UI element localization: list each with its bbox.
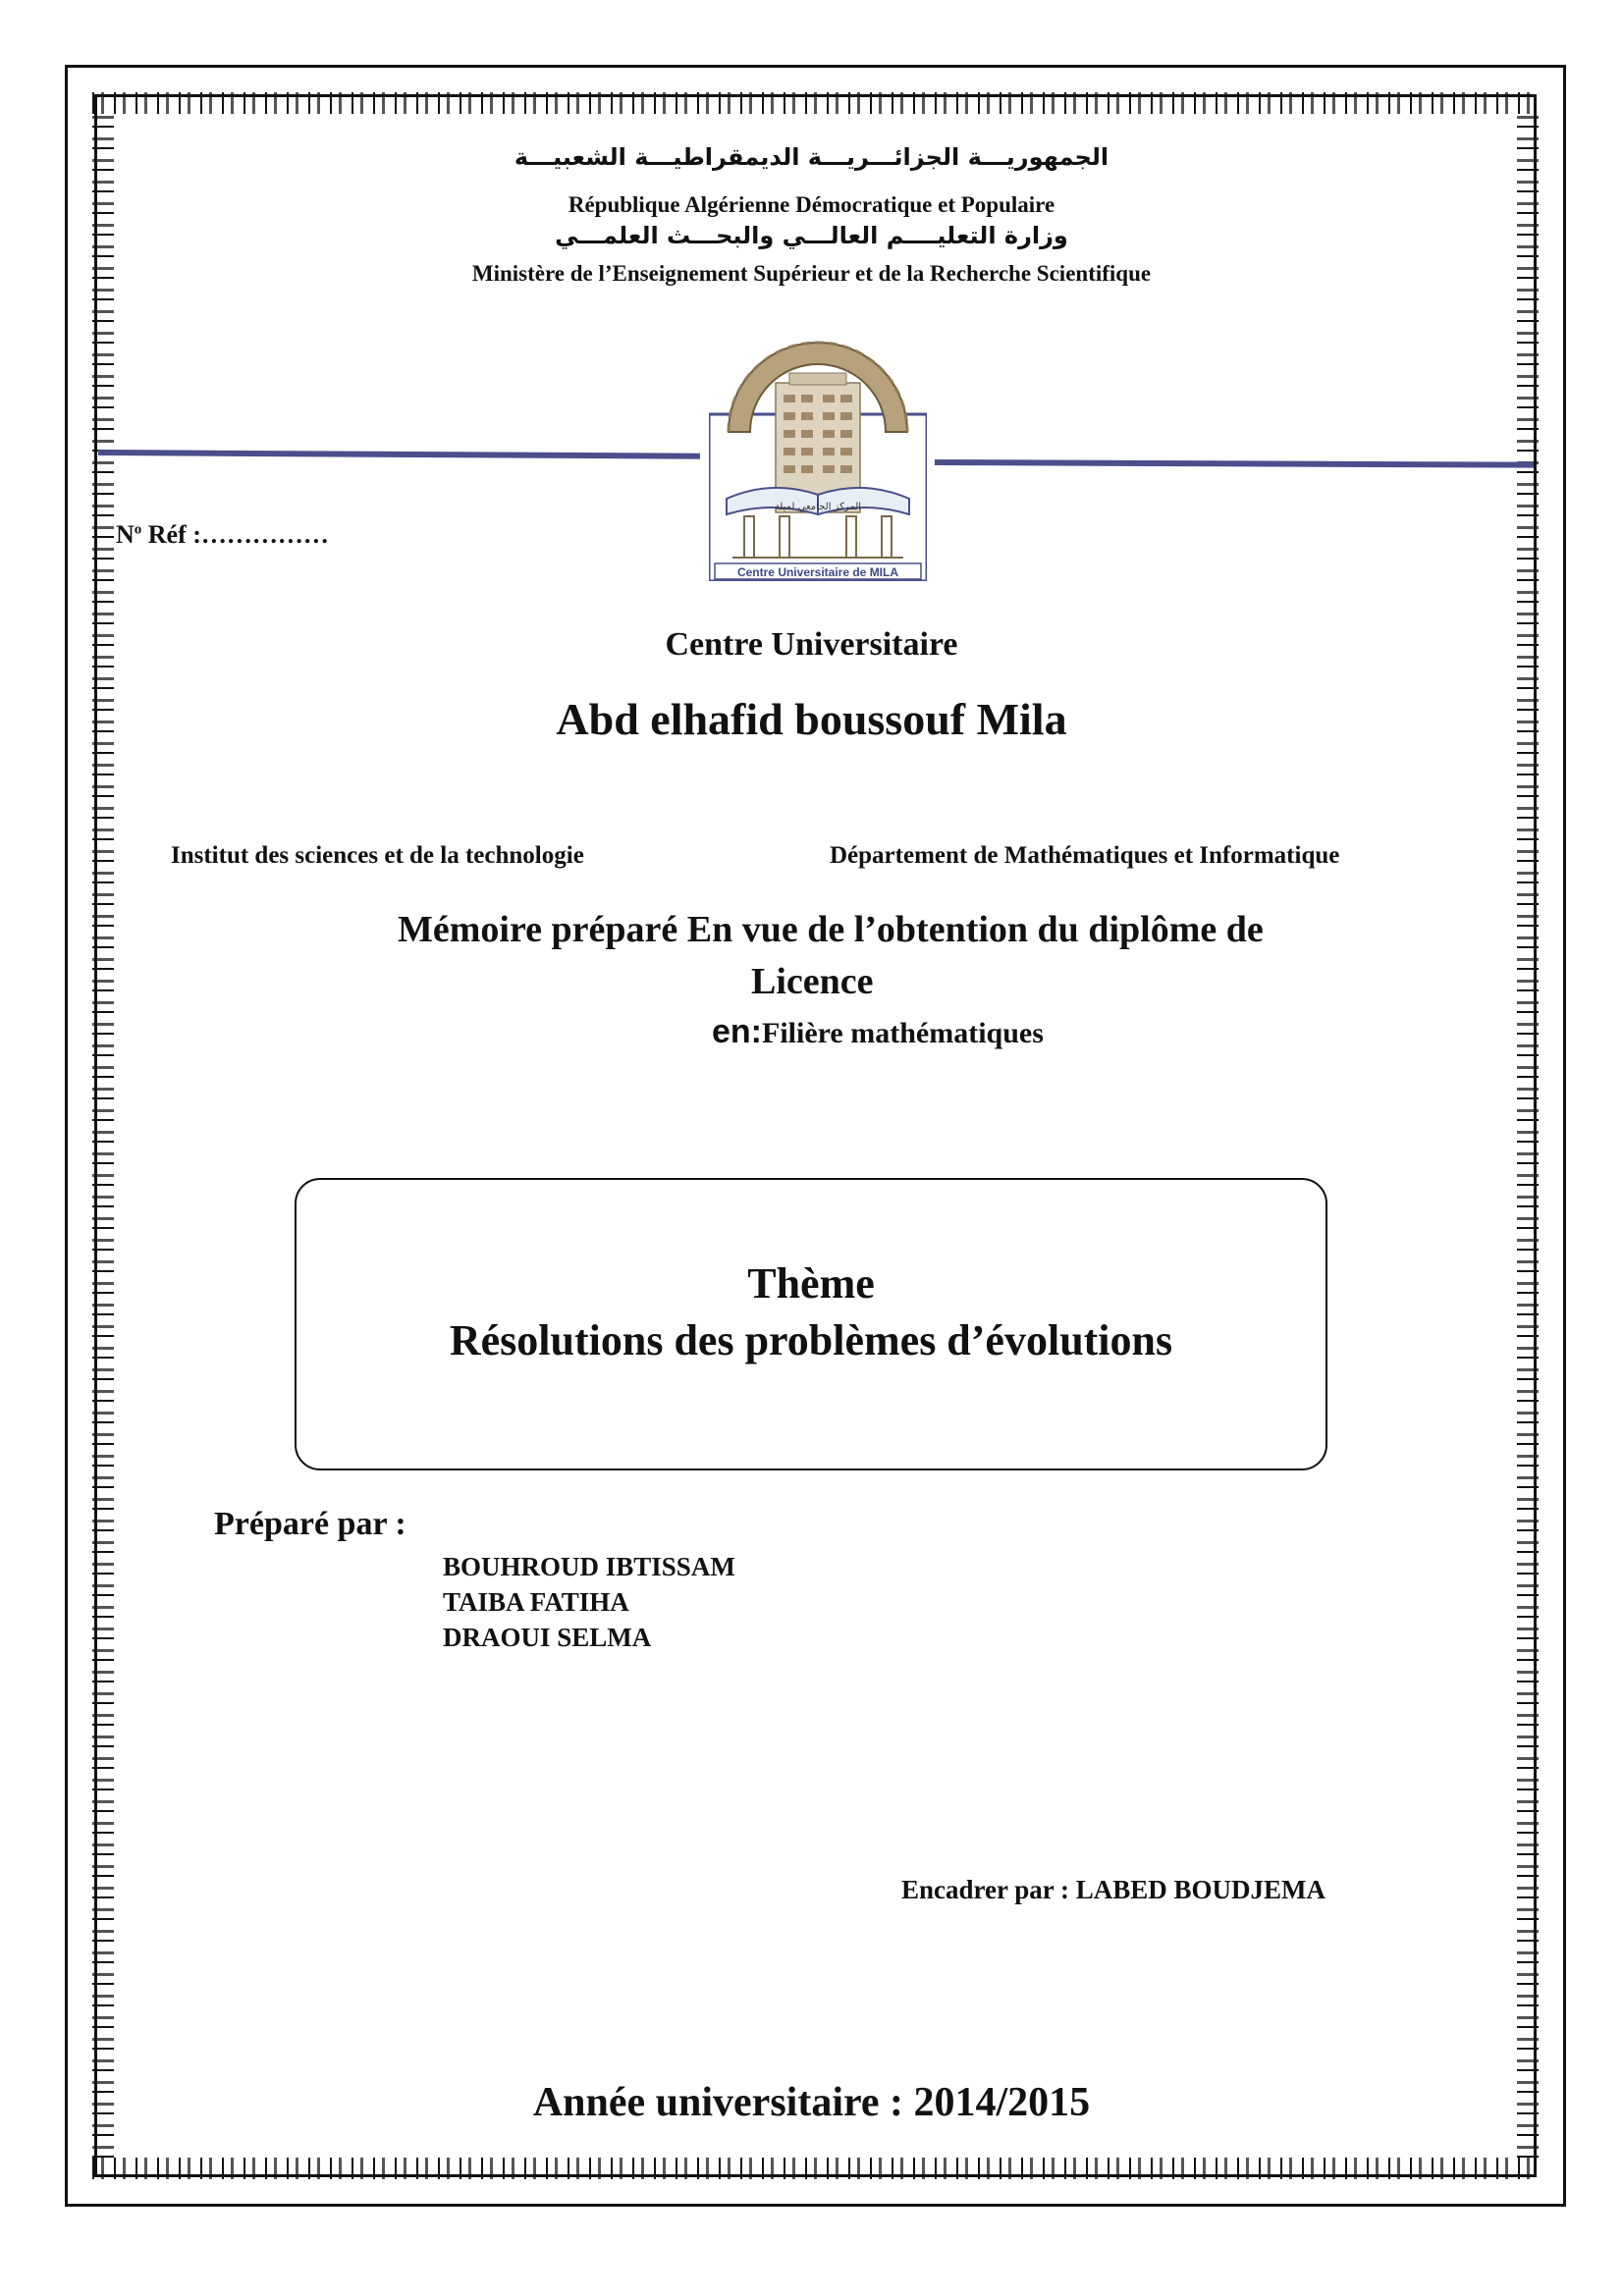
prepared-by-label: Préparé par : xyxy=(214,1506,406,1542)
author-name: TAIBA FATIHA xyxy=(443,1587,629,1617)
theme-title: Résolutions des problèmes d’évolutions xyxy=(449,1316,1173,1364)
filiere-name: Filière mathématiques xyxy=(762,1017,1044,1049)
author-list xyxy=(443,1549,735,1655)
reference-sup: o xyxy=(134,521,142,538)
author-name: DRAOUI SELMA xyxy=(443,1623,652,1652)
memoire-filiere xyxy=(712,1013,1044,1051)
institute-name: Institut des sciences et de la technologie xyxy=(171,842,584,869)
french-republic-heading: République Algérienne Démocratique et Populaire xyxy=(568,192,1055,217)
french-ministry-heading: Ministère de l’Enseignement Supérieur et de la Recherche Scientifique xyxy=(471,261,1152,286)
author-name: BOUHROUD IBTISSAM xyxy=(443,1552,735,1581)
reference-label: Réf :…………… xyxy=(141,520,329,549)
theme-label: Thème xyxy=(747,1259,875,1308)
arabic-republic-heading: الجمهوريـــة الجزائـــريـــة الديمقراطيـــة الشعبيـــة xyxy=(514,143,1109,171)
institution-line1: Centre Universitaire xyxy=(665,626,958,663)
arabic-ministry-heading: وزارة التعليــــم العالـــي والبحـــث العلمـــي xyxy=(555,222,1068,249)
en-label: en: xyxy=(712,1013,762,1050)
logo-caption: Centre Universitaire de MILA xyxy=(736,565,899,579)
reference-prefix: N xyxy=(116,520,135,549)
department-name: Département de Mathématiques et Informatique xyxy=(830,842,1340,869)
institution-name: Abd elhafid boussouf Mila xyxy=(556,694,1067,744)
supervisor: Encadrer par : LABED BOUDJEMA xyxy=(901,1875,1326,1904)
reference-number xyxy=(116,520,329,550)
university-logo xyxy=(709,324,927,581)
academic-year: Année universitaire : 2014/2015 xyxy=(532,2080,1091,2125)
logo-arabic-banner: المركز الجامعي لميلة xyxy=(774,502,862,512)
memoire-line2: Licence xyxy=(751,961,874,1002)
memoire-line1: Mémoire préparé En vue de l’obtention du diplôme de xyxy=(398,909,1264,950)
